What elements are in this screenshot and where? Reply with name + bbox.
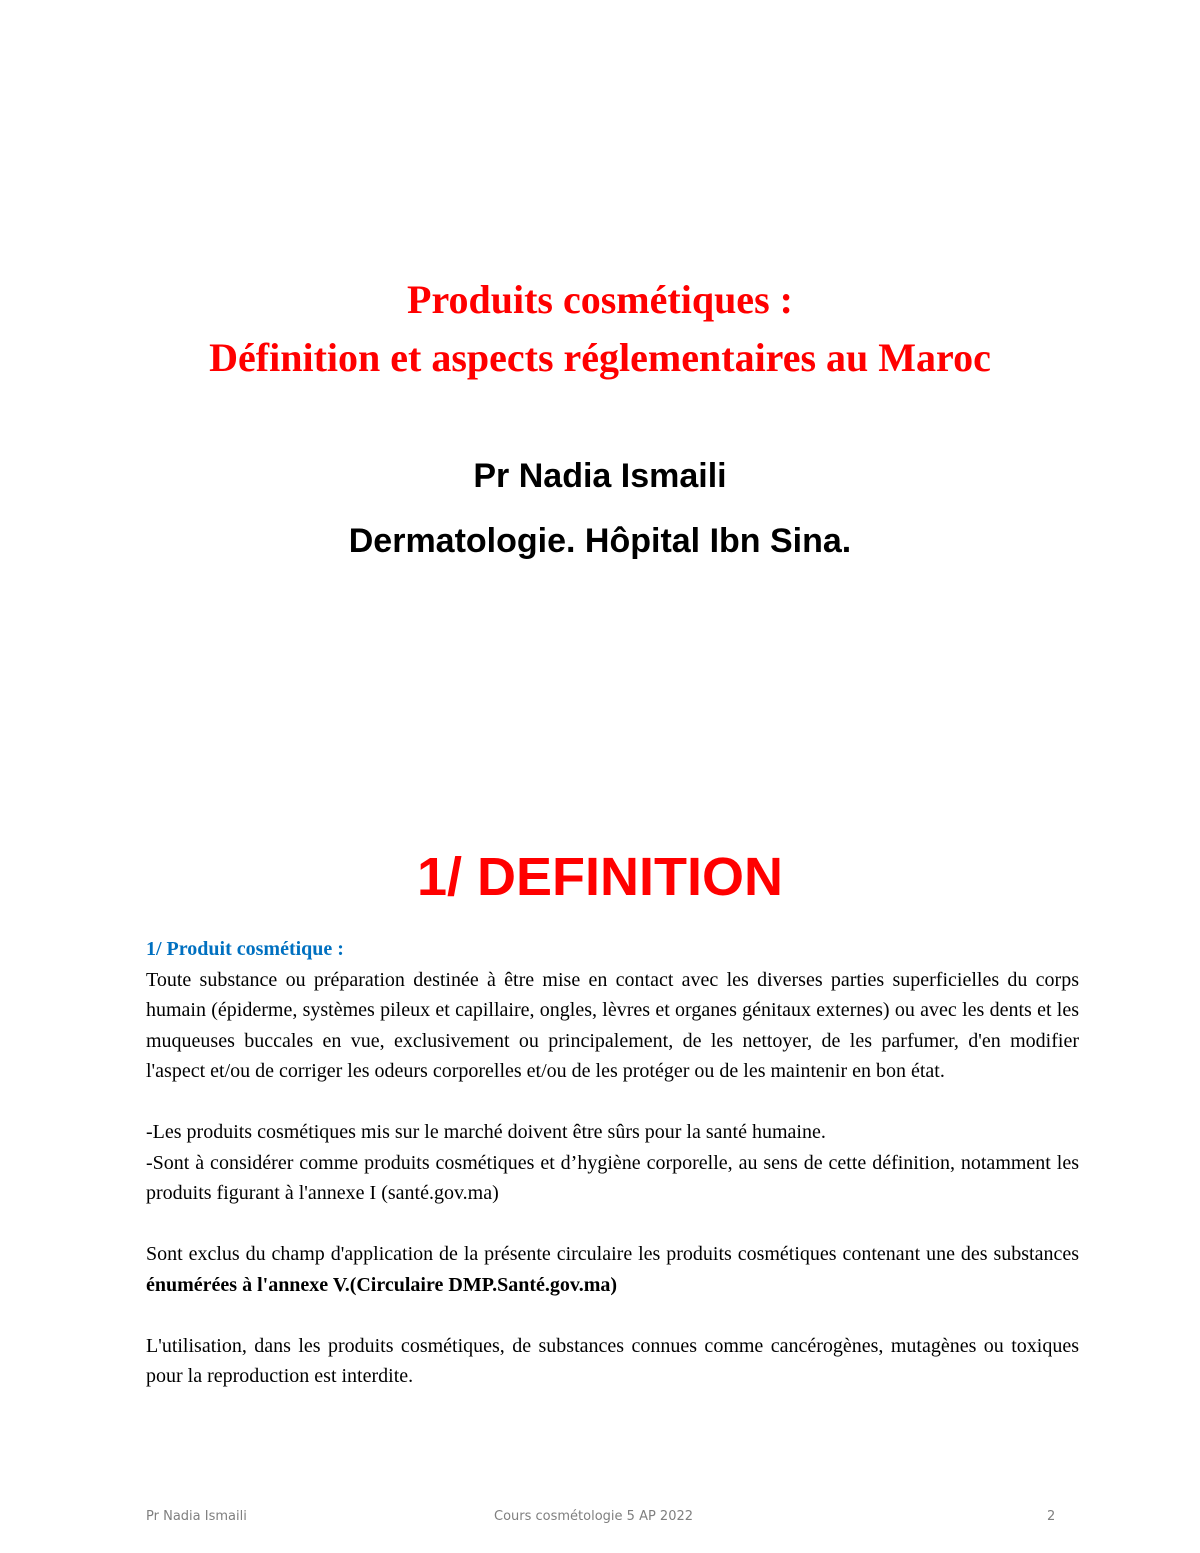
section-content [146, 934, 1079, 1392]
safety-paragraph: -Les produits cosmétiques mis sur le marché doivent être sûrs pour la santé humaine. [146, 1121, 826, 1143]
document-title-line-2: Définition et aspects réglementaires au Maroc [209, 335, 991, 380]
scope-paragraph: -Sont à considérer comme produits cosmétiques et d’hygiène corporelle, au sens de cette définition, notamment les produits figurant à l'annexe I (santé.gov.ma) [146, 1151, 1079, 1204]
footer-course: Cours cosmétologie 5 AP 2022 [494, 1509, 694, 1524]
author-name: Pr Nadia Ismaili [473, 457, 727, 495]
footer-author: Pr Nadia Ismaili [146, 1509, 247, 1524]
exclusion-text: Sont exclus du champ d'application de la présente circulaire les produits cosmétiques contenant une des substances [146, 1243, 1079, 1265]
prohibition-paragraph: L'utilisation, dans les produits cosmétiques, de substances connues comme cancérogènes, mutagènes ou toxiques pour la reproduction est interdite. [146, 1334, 1079, 1387]
subheading: 1/ Produit cosmétique : [146, 938, 344, 960]
exclusion-bold-text: énumérées à l'annexe V.(Circulaire DMP.Santé.gov.ma) [146, 1273, 618, 1296]
footer-page-number: 2 [1047, 1509, 1056, 1524]
section-heading: 1/ DEFINITION [416, 847, 784, 907]
document-title-line-1: Produits cosmétiques : [407, 277, 793, 322]
author-affiliation: Dermatologie. Hôpital Ibn Sina. [348, 522, 852, 560]
exclusion-paragraph [146, 1239, 1079, 1300]
definition-paragraph: Toute substance ou préparation destinée à être mise en contact avec les diverses parties superficielles du corps humain (épiderme, systèmes pileux et capillaire, ongles, lèvres et organes génitaux externes) ou avec les dents et les muqueuses buccales en vue, exclusivement ou principalement, de les nettoyer, de les parfumer, d'en modifier l'aspect et/ou de corriger les odeurs corporelles et/ou de les protéger ou de les maintenir en bon état. [146, 968, 1079, 1082]
